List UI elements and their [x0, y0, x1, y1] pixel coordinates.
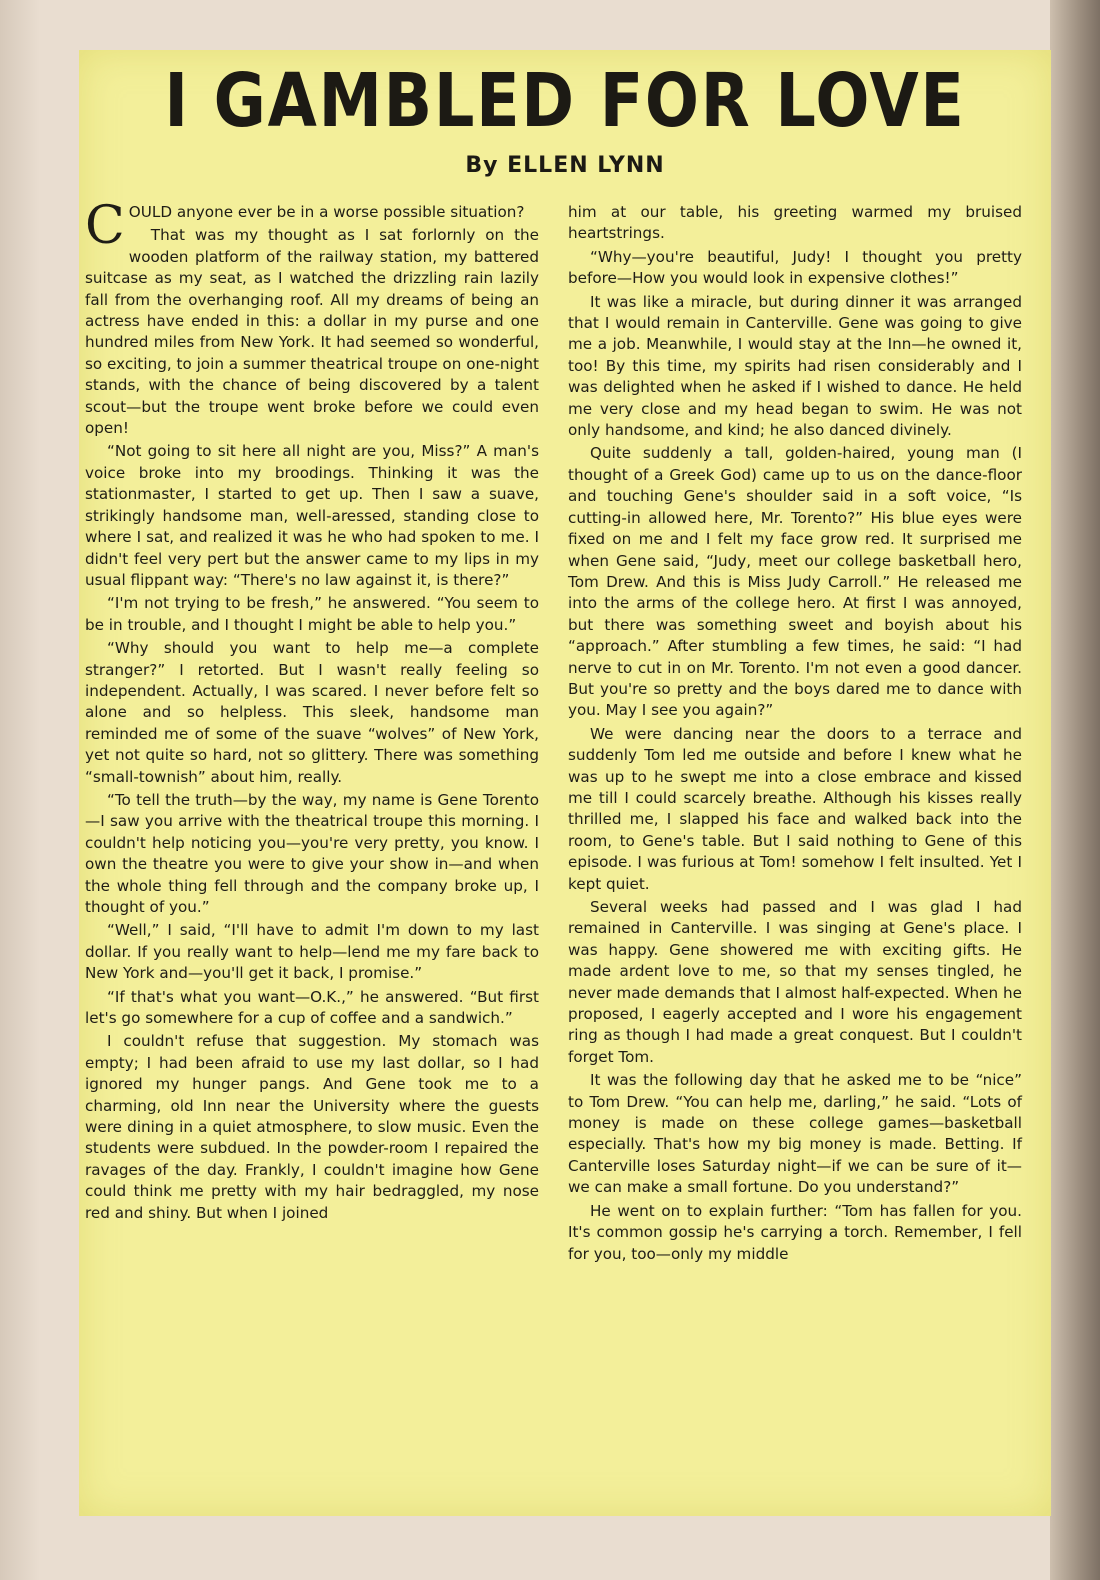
- article-title: I GAMBLED FOR LOVE: [164, 58, 966, 144]
- page-gutter-left: [0, 0, 40, 1580]
- paragraph: “To tell the truth—by the way, my name is Gene Torento—I saw you arrive with the theatrical troupe this morning. I couldn't help noticing you—you're very pretty, you know. I own the theatre you were to give your show in—and when the whole thing fell through and the company broke up, I thought of you.”: [85, 790, 539, 916]
- page-edge-right: [1050, 0, 1100, 1580]
- column-left: [85, 196, 539, 1226]
- paragraph: It was like a miracle, but during dinner it was arranged that I would remain in Canterville. Gene was going to give me a job. Meanwhile, I would stay at the Inn—he owned it, too! By this time, my spirits had risen considerably and I was delighted when he asked if I wished to dance. He held me very close and my head began to swim. He was not only handsome, and kind; he also danced divinely.: [568, 292, 1022, 440]
- paragraph: “If that's what you want—O.K.,” he answered. “But first let's go somewhere for a cup of coffee and a sandwich.”: [85, 987, 539, 1028]
- paragraph: Quite suddenly a tall, golden-haired, young man (I thought of a Greek God) came up to us on the dance-floor and touching Gene's shoulder said in a soft voice, “Is cutting-in allowed here, Mr. Torento?” His blue eyes were fixed on me and I felt my face grow red. It surprised me when Gene said, “Judy, meet our college basketball hero, Tom Drew. And this is Miss Judy Carroll.” He released me into the arms of the college hero. At first I was annoyed, but there was something sweet and boyish about his “approach.” After stumbling a few times, he said: “I had nerve to cut in on Mr. Torento. I'm not even a good dancer. But you're so pretty and the boys dared me to dance with you. May I see you again?”: [568, 444, 1022, 720]
- paragraph: Several weeks had passed and I was glad I had remained in Canterville. I was singing at Gene's place. I was happy. Gene showered me with exciting gifts. He made ardent love to me, so that my senses tingled, he never made demands that I almost half-expected. When he proposed, I eagerly accepted and I wore his engagement ring as though I had made a great conquest. But I couldn't forget Tom.: [568, 898, 1022, 1066]
- continued-paragraph: him at our table, his greeting warmed my bruised heartstrings.: [568, 203, 1022, 243]
- paragraph: We were dancing near the doors to a terrace and suddenly Tom led me outside and before I knew what he was up to he swept me into a close embrace and kissed me till I could scarcely breathe. Although his kisses really thrilled me, I slapped his face and walked back into the room, to Gene's table. But I said nothing to Gene of this episode. I was furious at Tom! somehow I felt insulted. Yet I kept quiet.: [568, 724, 1022, 893]
- article-sheet: [79, 50, 1051, 1516]
- article-byline: By ELLEN LYNN: [465, 153, 665, 178]
- drop-cap: C: [85, 196, 125, 256]
- paragraph: He went on to explain further: “Tom has fallen for you. It's common gossip he's carrying a torch. Remember, I fell for you, too—only my middle: [568, 1201, 1022, 1263]
- opening-paragraph: [85, 196, 539, 256]
- paragraph: “I'm not trying to be fresh,” he answered. “You seem to be in trouble, and I thought I might be able to help you.”: [85, 594, 539, 634]
- paragraph: I couldn't refuse that suggestion. My stomach was empty; I had been afraid to use my last dollar, so I had ignored my hunger pangs. And Gene took me to a charming, old Inn near the University where the guests were dining in a quiet atmosphere, to slow music. Even the students were subdued. In the powder-room I repaired the ravages of the day. Frankly, I couldn't imagine how Gene could think me pretty with my hair bedraggled, my nose red and shiny. But when I joined: [85, 1032, 539, 1222]
- paragraph: “Not going to sit here all night are you, Miss?” A man's voice broke into my broodings. Thinking it was the stationmaster, I started to get up. Then I saw a suave, strikingly handsome man, well-aressed, standing close to where I sat, and realized it was he who had spoken to me. I didn't feel very pert but the answer came to my lips in my usual flippant way: “There's no law against it, is there?”: [85, 442, 539, 589]
- paragraph: It was the following day that he asked me to be “nice” to Tom Drew. “You can help me, darling,” he said. “Lots of money is made on these college games—basketball especially. That's how my big money is made. Betting. If Canterville loses Saturday night—if we can be sure of it—we can make a small fortune. Do you understand?”: [568, 1071, 1022, 1197]
- opening-text: OULD anyone ever be in a worse possible situation?: [128, 203, 525, 221]
- paragraph: “Why—you're beautiful, Judy! I thought you pretty before—How you would look in expensive clothes!”: [568, 247, 1022, 288]
- paragraph: “Why should you want to help me—a complete stranger?” I retorted. But I wasn't really feeling so independent. Actually, I was scared. I never before felt so alone and so helpless. This sleek, handsome man reminded me of some of the suave “wolves” of New York, yet not quite so hard, not so glittery. There was something “small-townish” about him, really.: [85, 639, 539, 786]
- paragraph: That was my thought as I sat forlornly on the wooden platform of the railway station, my battered suitcase as my seat, as I watched the drizzling rain lazily fall from the overhanging roof. All my dreams of being an actress have ended in this: a dollar in my purse and one hundred miles from New York. It had seemed so wonderful, so exciting, to join a summer theatrical troupe on one-night stands, with the chance of being discovered by a talent scout—but the troupe went broke before we could even open!: [85, 226, 539, 438]
- paragraph: “Well,” I said, “I'll have to admit I'm down to my last dollar. If you really want to help—lend me my fare back to New York and—you'll get it back, I promise.”: [85, 921, 539, 983]
- column-right: [568, 202, 1022, 1267]
